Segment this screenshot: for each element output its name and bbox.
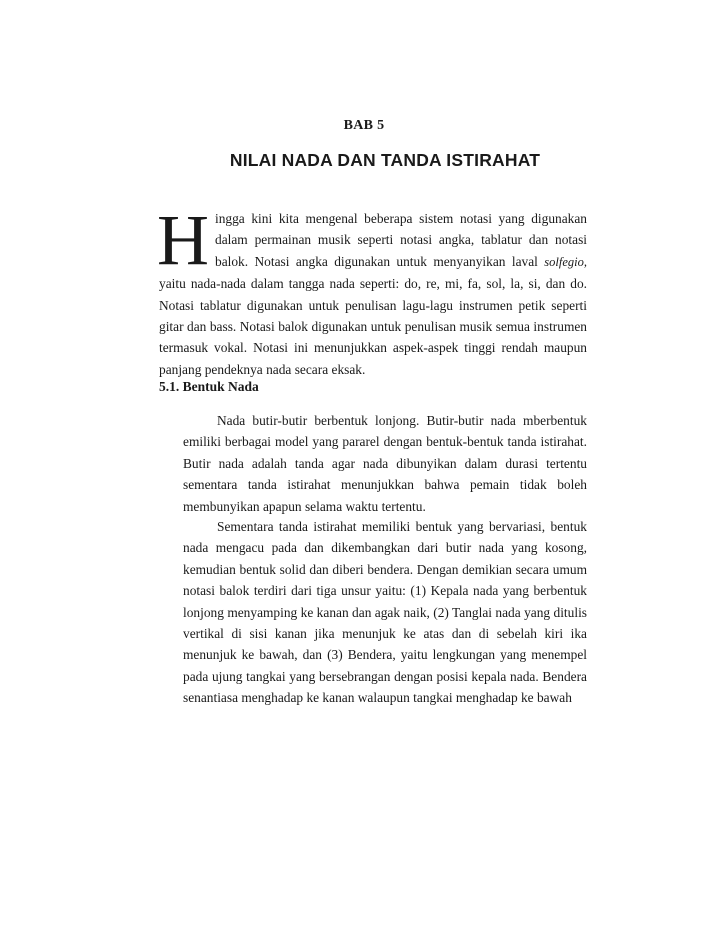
- intro-text-end: yaitu nada-nada dalam tangga nada seperti: do, re, mi, fa, sol, la, si, dan do. Notasi tablatur digunakan untuk penulisan lagu-lagu instrumen petik seperti gitar dan bass. Notasi balok digunakan untuk penulisan musik semua instrumen termasuk vokal. Notasi ini menunjukkan aspek-aspek tinggi rendah maupun panjang pendeknya nada secara eksak.: [159, 276, 587, 377]
- body-paragraph-1: [183, 410, 587, 517]
- paragraph-text: Nada butir-butir berbentuk lonjong. Butir-butir nada mberbentuk emiliki berbagai model yang pararel dengan bentuk-bentuk tanda istirahat. Butir nada adalah tanda agar nada dibunyikan dalam durasi tertentu sementara tanda istirahat menunjukkan bahwa pemain tidak boleh membunyikan apapun selama waktu tertentu.: [183, 413, 587, 514]
- intro-italic-term: solfegio,: [544, 254, 587, 269]
- intro-paragraph: [157, 200, 587, 380]
- chapter-title: NILAI NADA DAN TANDA ISTIRAHAT: [229, 150, 541, 170]
- paragraph-text: Sementara tanda istirahat memiliki bentuk yang bervariasi, bentuk nada mengacu pada dan dikembangkan dari butir nada yang kosong, kemudian bentuk solid dan diberi bendera. Dengan demikian secara umum notasi balok terdiri dari tiga unsur yaitu: (1) Kepala nada yang berbentuk lonjong menyamping ke kanan dan agak naik, (2) Tanglai nada yang ditulis vertikal di sisi kanan jika menunjuk ke atas dan di sebelah kiri ika menunjuk ke bawah, dan (3) Bendera, yaitu lengkungan yang menempel pada ujung tangkai yang bersebrangan dengan posisi kepala nada. Bendera senantiasa menghadap ke kanan walaupun tangkai menghadap ke bawah: [183, 519, 587, 706]
- body-paragraph-2: [183, 516, 587, 709]
- drop-cap: H: [157, 200, 209, 280]
- intro-text-start: ingga kini kita mengenal beberapa sistem notasi yang digunakan dalam permainan musik seperti notasi angka, tablatur dan notasi balok. Notasi angka digunakan untuk menyanyikan laval: [215, 211, 587, 269]
- section-heading: 5.1. Bentuk Nada: [159, 379, 259, 394]
- chapter-label: BAB 5: [343, 118, 385, 133]
